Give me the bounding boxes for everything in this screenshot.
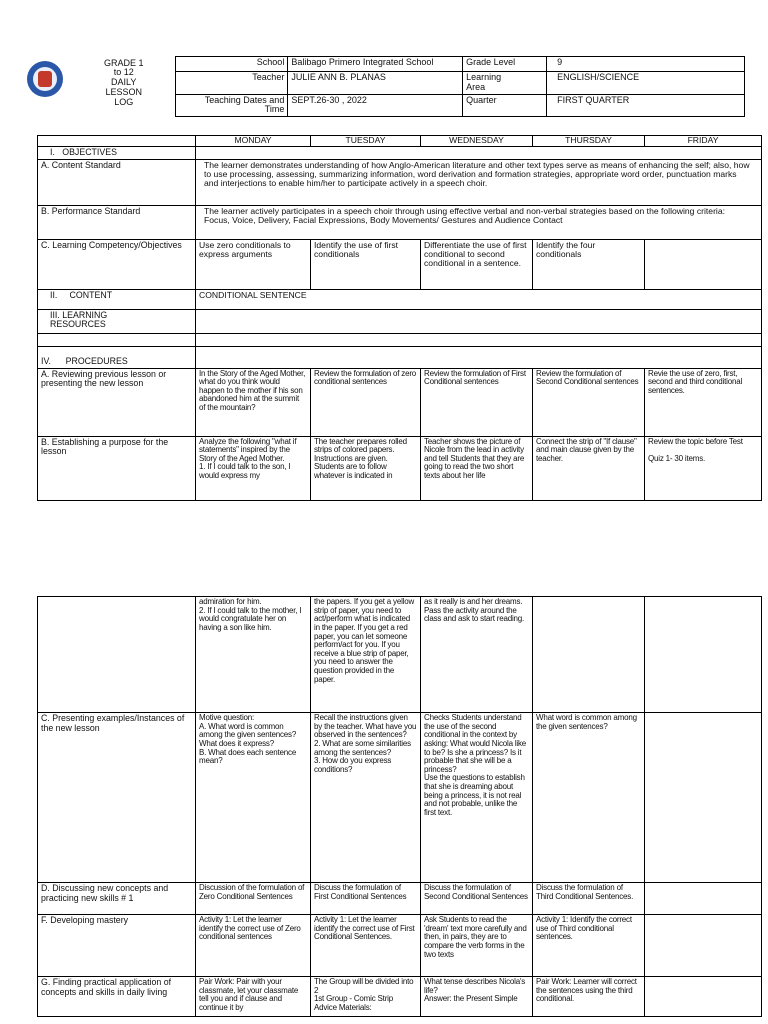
review-thursday: Review the formulation of Second Conditional sentences bbox=[533, 368, 645, 436]
day-wednesday: WEDNESDAY bbox=[421, 136, 533, 147]
spacer-row bbox=[196, 333, 762, 346]
mastery-tuesday: Activity 1: Let the learner identify the correct use of First Conditional Sentences. bbox=[311, 915, 421, 977]
content-standard-text: The learner demonstrates understanding of how Anglo-American literature and other text types serve as means of enhancing the self; also, how to use processing, assessing, summarizing information, word derivation and formation strategies, appropriate word order, punctuation marks and interjections to enable him/her to participate actively in a speech choir. bbox=[196, 159, 762, 205]
lesson-log-table-continued bbox=[37, 596, 762, 1017]
day-tuesday: TUESDAY bbox=[311, 136, 421, 147]
teacher-label: Teacher bbox=[176, 72, 288, 94]
quarter-label: Quarter bbox=[463, 94, 547, 117]
presenting-friday bbox=[645, 713, 762, 883]
learning-area-value: ENGLISH/SCIENCE bbox=[547, 72, 745, 94]
practical-friday bbox=[645, 977, 762, 1017]
grade-level-label: Grade Level bbox=[463, 57, 547, 72]
review-wednesday: Review the formulation of First Conditional sentences bbox=[421, 368, 533, 436]
grade-level-value: 9 bbox=[547, 57, 745, 72]
school-label: School bbox=[176, 57, 288, 72]
mastery-thursday: Activity 1: Identify the correct use of Third conditional sentences. bbox=[533, 915, 645, 977]
competency-monday: Use zero conditionals to express arguments bbox=[196, 239, 311, 289]
content-text: CONDITIONAL SENTENCE bbox=[196, 289, 762, 309]
learning-area-label: Learning Area bbox=[463, 72, 547, 94]
practical-label: G. Finding practical application of concepts and skills in daily living bbox=[38, 977, 196, 1017]
day-friday: FRIDAY bbox=[645, 136, 762, 147]
practical-wednesday: What tense describes Nicola's life? Answer: the Present Simple bbox=[421, 977, 533, 1017]
mastery-wednesday: Ask Students to read the 'dream' text more carefully and then, in pairs, they are to compare the verb forms in the two texts bbox=[421, 915, 533, 977]
purpose-label: B. Establishing a purpose for the lesson bbox=[38, 436, 196, 500]
purpose-tuesday: The teacher prepares rolled strips of colored papers. Instructions are given. Students are to follow whatever is indicated in bbox=[311, 436, 421, 500]
log-title: GRADE 1 to 12 DAILY LESSON LOG bbox=[103, 57, 144, 108]
presenting-thursday: What word is common among the given sentences? bbox=[533, 713, 645, 883]
purpose-cont-monday: admiration for him. 2. If I could talk to the mother, I would congratulate her on having a son like him. bbox=[196, 597, 311, 713]
discussing-label: D. Discussing new concepts and practicing new skills # 1 bbox=[38, 883, 196, 915]
content-standard-label: A. Content Standard bbox=[38, 159, 196, 205]
teacher-value: JULIE ANN B. PLANAS bbox=[288, 72, 463, 94]
presenting-wednesday: Checks Students understand the use of the second conditional in the context by asking: What would Nicola like to be? Is she a princess? Is it probable that she will be a princess? Use the questions to establish that she is dreaming about being a princess, it is not real and not probable, unlike the first text. bbox=[421, 713, 533, 883]
presenting-label: C. Presenting examples/Instances of the new lesson bbox=[38, 713, 196, 883]
day-thursday: THURSDAY bbox=[533, 136, 645, 147]
purpose-cont-friday bbox=[645, 597, 762, 713]
review-monday: In the Story of the Aged Mother, what do you think would happen to the mother if his son abandoned him at the summit of the mountain? bbox=[196, 368, 311, 436]
mastery-monday: Activity 1: Let the learner identify the correct use of Zero conditional sentences bbox=[196, 915, 311, 977]
purpose-thursday: Connect the strip of "If clause" and main clause given by the teacher. bbox=[533, 436, 645, 500]
school-value: Balibago Primero Integrated School bbox=[288, 57, 463, 72]
discussing-wednesday: Discuss the formulation of Second Conditional Sentences bbox=[421, 883, 533, 915]
competency-friday bbox=[645, 239, 762, 289]
learning-resources-blank bbox=[196, 309, 762, 333]
mastery-friday bbox=[645, 915, 762, 977]
teaching-dates-value: SEPT.26-30 , 2022 bbox=[288, 94, 463, 117]
practical-tuesday: The Group will be divided into 2 1st Group - Comic Strip Advice Materials: bbox=[311, 977, 421, 1017]
purpose-wednesday: Teacher shows the picture of Nicole from the lead in activity and tell Students that they are going to read the two short texts about her life bbox=[421, 436, 533, 500]
performance-standard-label: B. Performance Standard bbox=[38, 205, 196, 239]
review-label: A. Reviewing previous lesson or presenting the new lesson bbox=[38, 368, 196, 436]
objectives-heading: I. OBJECTIVES bbox=[38, 147, 196, 160]
competency-tuesday: Identify the use of first conditionals bbox=[311, 239, 421, 289]
competency-label: C. Learning Competency/Objectives bbox=[38, 239, 196, 289]
lesson-log-table bbox=[37, 135, 762, 501]
discussing-tuesday: Discuss the formulation of First Conditional Sentences bbox=[311, 883, 421, 915]
procedures-heading: IV. PROCEDURES bbox=[38, 346, 196, 368]
day-monday: MONDAY bbox=[196, 136, 311, 147]
purpose-friday: Review the topic before Test Quiz 1- 30 items. bbox=[645, 436, 762, 500]
procedures-blank bbox=[196, 346, 762, 368]
content-heading: II. CONTENT bbox=[38, 289, 196, 309]
deped-seal-icon bbox=[27, 61, 63, 97]
teaching-dates-label: Teaching Dates and Time bbox=[176, 94, 288, 117]
purpose-cont-label bbox=[38, 597, 196, 713]
review-friday: Revie the use of zero, first, second and third conditional sentences. bbox=[645, 368, 762, 436]
header-table bbox=[24, 56, 745, 117]
discussing-friday bbox=[645, 883, 762, 915]
mastery-label: F. Developing mastery bbox=[38, 915, 196, 977]
discussing-thursday: Discuss the formulation of Third Conditional Sentences. bbox=[533, 883, 645, 915]
purpose-cont-wednesday: as it really is and her dreams. Pass the activity around the class and ask to start reading. bbox=[421, 597, 533, 713]
purpose-cont-thursday bbox=[533, 597, 645, 713]
objectives-blank bbox=[196, 147, 762, 160]
purpose-cont-tuesday: the papers. If you get a yellow strip of paper, you need to act/perform what is indicated in the paper. If you get a red paper, you can let someone perform/act for you. If you receive a blue strip of paper, you need to answer the question provided in the paper. bbox=[311, 597, 421, 713]
quarter-value: FIRST QUARTER bbox=[547, 94, 745, 117]
practical-thursday: Pair Work: Learner will correct the sentences using the third conditional. bbox=[533, 977, 645, 1017]
learning-resources-heading: III. LEARNING RESOURCES bbox=[38, 309, 196, 333]
presenting-monday: Motive question: A. What word is common among the given sentences? What does it express? B. What does each sentence mean? bbox=[196, 713, 311, 883]
practical-monday: Pair Work: Pair with your classmate, let your classmate tell you and if clause and continue it by bbox=[196, 977, 311, 1017]
purpose-monday: Analyze the following "what if statements" inspired by the Story of the Aged Mother. 1. If I could talk to the son, I would express my bbox=[196, 436, 311, 500]
spacer-row-label bbox=[38, 333, 196, 346]
review-tuesday: Review the formulation of zero conditional sentences bbox=[311, 368, 421, 436]
competency-thursday: Identify the four conditionals bbox=[533, 239, 645, 289]
competency-wednesday: Differentiate the use of first conditional to second conditional in a sentence. bbox=[421, 239, 533, 289]
presenting-tuesday: Recall the instructions given by the teacher. What have you observed in the sentences? 2. What are some similarities among the sentences? 3. How do you express conditions? bbox=[311, 713, 421, 883]
blank-corner bbox=[38, 136, 196, 147]
performance-standard-text: The learner actively participates in a speech choir through using effective verbal and non-verbal strategies based on the following criteria: Focus, Voice, Delivery, Facial Expressions, Body Movements/ Gestures and Audience Contact bbox=[196, 205, 762, 239]
discussing-monday: Discussion of the formulation of Zero Conditional Sentences bbox=[196, 883, 311, 915]
